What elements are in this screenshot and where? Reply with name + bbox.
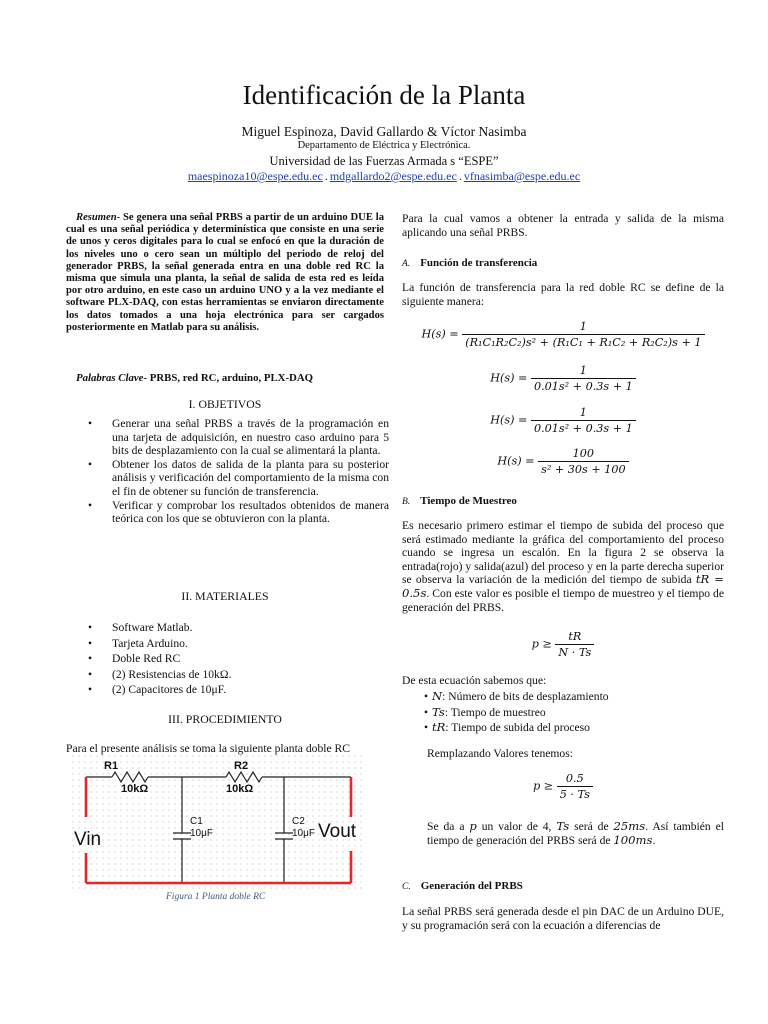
list-item <box>402 705 724 721</box>
abstract-text: Se genera una señal PRBS a partir de un arduino DUE la cual es una señal periódica y determinística que consiste en una serie de unos y ceros digitales para lo cual se enfocó en que la duración de los niveles uno o cero sean un múltiplo del periodo de reloj del generador PRBS, la señal generada entra en una doble red RC la misma que simula una planta, la señal de salida de esta red es leída por otro arduino, en este caso un arduino UNO y a la vez mediante el software PLX-DAQ, con estas herramientas se enviaron directamente los datos tomados a una hoja electrónica para ser cargados posteriormente en Matlab para su análisis. <box>66 212 384 333</box>
list-item: • Verificar y comprobar los resultados obtenidos de manera teórica con los que se obtuvieron con la planta. <box>66 499 389 526</box>
variables-list <box>402 689 724 736</box>
equation-denominator: s² + 30s + 100 <box>541 463 626 476</box>
email-link-gallardo[interactable]: mdgallardo2@espe.edu.ec <box>329 169 457 183</box>
equation-6 <box>402 772 724 801</box>
label-r2-value: 10kΩ <box>226 783 254 795</box>
equation-denominator: (R₁C₁R₂C₂)s² + (R₁C₁ + R₁C₂ + R₂C₂)s + 1 <box>465 336 702 349</box>
paper-title: Identificación de la Planta <box>242 80 526 110</box>
subsection-b-text-3: Remplazando Valores tenemos: <box>427 747 573 760</box>
label-c1: C1 <box>190 816 203 827</box>
subsection-heading-b <box>402 495 724 507</box>
equation-4 <box>402 447 724 476</box>
equation-numerator: 1 <box>531 364 636 379</box>
equation-numerator: 100 <box>538 447 629 462</box>
section-heading-procedimiento: III. PROCEDIMIENTO <box>168 712 282 726</box>
procedimiento-intro: Para el presente análisis se toma la siguiente planta doble RC <box>66 742 350 755</box>
paragraph-text: . <box>652 833 656 847</box>
section-heading-materiales: II. MATERIALES <box>181 589 269 603</box>
inline-math: tR = 0.5s <box>402 572 725 600</box>
subsection-b-text-2: De esta ecuación sabemos que: <box>402 674 547 687</box>
equation-lhs: H(s) = <box>497 454 535 468</box>
equation-lhs: p ≥ <box>533 779 554 793</box>
label-r2: R2 <box>234 760 249 772</box>
label-r1: R1 <box>104 760 119 772</box>
section-heading-objetivos: I. OBJETIVOS <box>188 397 262 411</box>
subsection-letter: B. <box>402 497 411 507</box>
right-intro: Para la cual vamos a obtener la entrada y salida de la misma aplicando una señal PRBS. <box>402 212 724 239</box>
variable-symbol: Ts <box>432 704 445 719</box>
variable-symbol: N <box>432 689 443 703</box>
inline-math: p <box>469 819 477 833</box>
inline-math: 25ms <box>613 819 646 833</box>
equation-numerator: tR <box>555 630 594 645</box>
equation-1 <box>402 320 724 349</box>
equation-denominator: 0.01s² + 0.3s + 1 <box>533 422 633 435</box>
subsection-letter: C. <box>402 882 411 892</box>
label-c2: C2 <box>292 816 305 827</box>
keywords-label: Palabras Clave- <box>76 372 148 384</box>
subsection-title: Generación del PRBS <box>420 880 523 892</box>
email-link-nasimba[interactable]: vfnasimba@espe.edu.ec <box>463 169 581 183</box>
subsection-heading-c <box>402 880 724 892</box>
list-item: • (2) Capacitores de 10μF. <box>66 682 384 698</box>
circuit-figure <box>66 755 366 890</box>
emails: maespinoza10@espe.edu.ec . mdgallardo2@espe.edu.ec . vfnasimba@espe.edu.ec <box>187 169 581 183</box>
list-item: • Generar una señal PRBS a través de la programación en una tarjeta de adquisición, en nuestro caso arduino para 5 bits de desplazamiento con la cual se alimentará la planta. <box>66 417 389 458</box>
subsection-letter: A. <box>402 259 411 269</box>
label-c1-value: 10μF <box>190 828 213 839</box>
university: Universidad de las Fuerzas Armada s “ESPE” <box>269 154 499 168</box>
list-item <box>402 720 724 736</box>
abstract-label: Resumen- <box>76 212 121 223</box>
list-item: • Software Matlab. <box>66 620 384 636</box>
equation-numerator: 1 <box>462 320 704 335</box>
objetivos-list <box>66 417 389 526</box>
label-vout: Vout <box>318 821 357 842</box>
subsection-heading-a <box>402 257 724 269</box>
equation-lhs: H(s) = <box>490 413 528 427</box>
keywords-text: PRBS, red RC, arduino, PLX-DAQ <box>147 372 314 384</box>
subsection-title: Función de transferencia <box>420 257 538 269</box>
list-item: • Obtener los datos de salida de la planta para su posterior análisis y verificación del comportamiento de la misma con el fin de obtener su función de transferencia. <box>66 458 389 499</box>
email-link-espinoza[interactable]: maespinoza10@espe.edu.ec <box>187 169 323 183</box>
subsection-b-text <box>402 519 724 614</box>
equation-2 <box>402 364 724 393</box>
department: Departamento de Eléctrica y Electrónica. <box>297 140 471 151</box>
paragraph-text: . Con este valor es posible el tiempo de muestreo y el tiempo de generación del PRBS. <box>402 586 724 614</box>
keywords <box>76 372 384 384</box>
equation-3 <box>402 406 724 435</box>
inline-math: 100ms <box>613 832 653 847</box>
list-item <box>402 689 724 705</box>
materiales-list <box>66 620 384 698</box>
abstract <box>66 212 384 334</box>
equation-numerator: 1 <box>531 406 636 421</box>
subsection-c-text: La señal PRBS será generada desde el pin DAC de un Arduino DUE, y su programación será con la ecuación a diferencias de <box>402 905 724 932</box>
paragraph-text: Se da a <box>427 820 470 833</box>
equation-denominator: 5 · Ts <box>559 788 590 801</box>
authors: Miguel Espinoza, David Gallardo & Víctor Nasimba <box>241 124 527 139</box>
variable-symbol: tR <box>432 720 446 734</box>
equation-5 <box>402 630 724 659</box>
subsection-b-text-4 <box>427 820 724 847</box>
label-r1-value: 10kΩ <box>121 783 149 795</box>
paragraph-text: será de <box>569 820 614 833</box>
label-c2-value: 10μF <box>292 828 315 839</box>
variable-description: : Número de bits de desplazamiento <box>442 690 609 703</box>
equation-denominator: N · Ts <box>558 646 592 659</box>
equation-lhs: p ≥ <box>531 637 552 651</box>
equation-numerator: 0.5 <box>557 772 593 787</box>
inline-math: Ts <box>556 819 570 833</box>
paragraph-text: un valor de 4, <box>476 820 557 833</box>
equation-lhs: H(s) = <box>490 371 528 385</box>
label-vin: Vin <box>74 829 102 850</box>
paragraph-text: Es necesario primero estimar el tiempo de subida del proceso que será estimado mediante la gráfica del comportamiento del proceso cuando se ingresa un escalón. En la figura 2 se observa la entrada(rojo) y salida(azul) del proceso y en la parte derecha superior se observa la variación de la medición del tiempo de subida <box>402 519 724 587</box>
variable-description: : Tiempo de muestreo <box>444 705 546 719</box>
subsection-a-text: La función de transferencia para la red doble RC se define de la siguiente manera: <box>402 281 724 308</box>
equation-denominator: 0.01s² + 0.3s + 1 <box>533 380 633 393</box>
figure-caption: Figura 1 Planta doble RC <box>166 892 266 902</box>
list-item: • Doble Red RC <box>66 651 384 667</box>
list-item: • Tarjeta Arduino. <box>66 636 384 652</box>
list-item: • (2) Resistencias de 10kΩ. <box>66 667 384 683</box>
equation-lhs: H(s) = <box>421 327 459 341</box>
paragraph-text: . Así también el tiempo de generación del PRBS será de <box>427 820 724 847</box>
subsection-title: Tiempo de Muestreo <box>420 495 517 507</box>
variable-description: : Tiempo de subida del proceso <box>445 721 590 734</box>
